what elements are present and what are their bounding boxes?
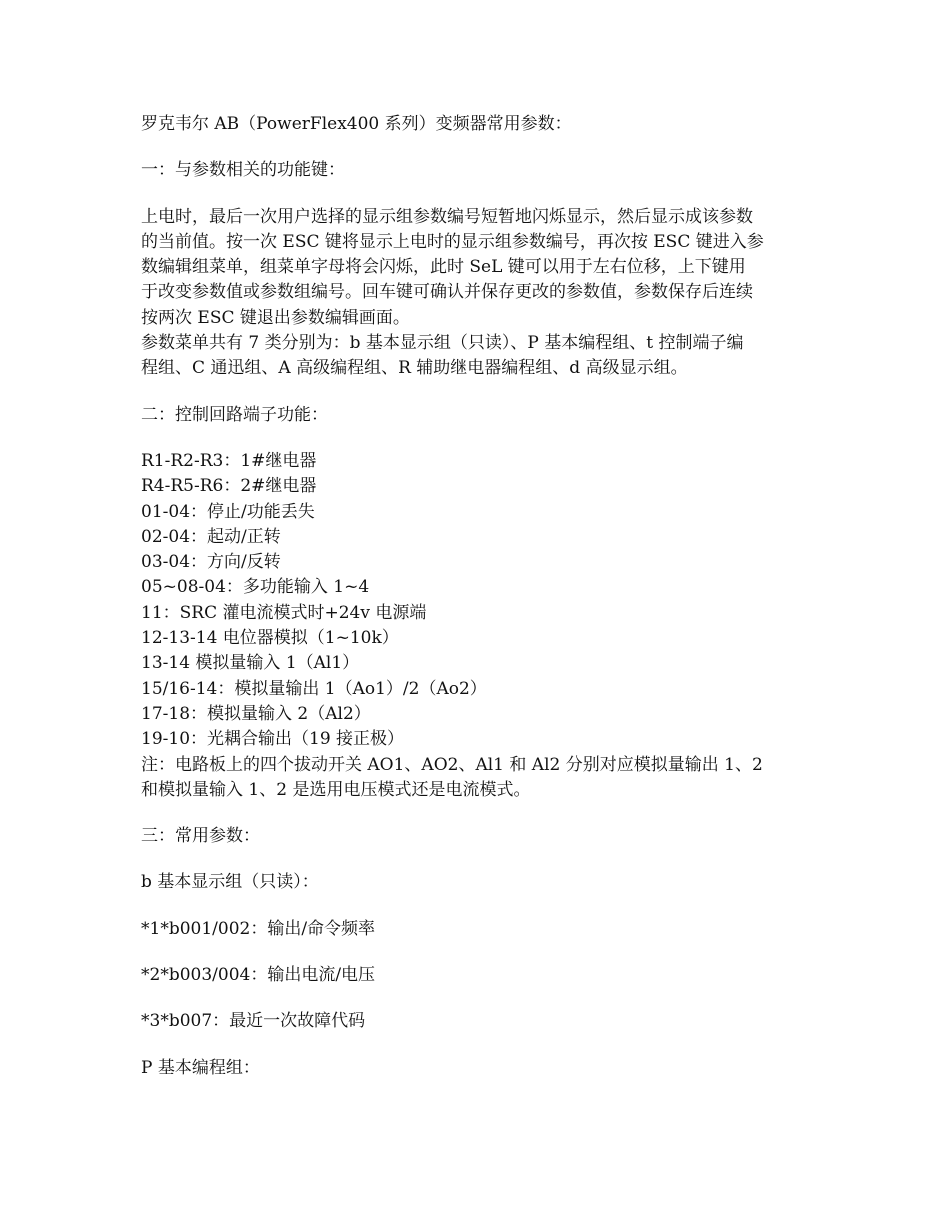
- terminal-line: R4-R5-R6：2#继电器: [141, 476, 317, 497]
- terminal-line: 01-04：停止/功能丢失: [141, 501, 315, 522]
- paragraph-line: 上电时，最后一次用户选择的显示组参数编号短暂地闪烁显示，然后显示成该参数: [141, 206, 753, 227]
- section-1-heading: 一：与参数相关的功能键：: [141, 160, 345, 181]
- terminal-line: 02-04：起动/正转: [141, 526, 281, 547]
- param-line: *2*b003/004：输出电流/电压: [141, 965, 376, 986]
- group-b-heading: b 基本显示组（只读）：: [141, 872, 319, 893]
- terminal-line: R1-R2-R3：1#继电器: [141, 450, 317, 471]
- paragraph-line: 参数菜单共有 7 类分别为：b 基本显示组（只读）、P 基本编程组、t 控制端子编: [141, 333, 744, 354]
- terminal-line: 19-10：光耦合输出（19 接正极）: [141, 729, 405, 750]
- document-page: [141, 112, 811, 1081]
- paragraph-line: 的当前值。按一次 ESC 键将显示上电时的显示组参数编号，再次按 ESC 键进入参: [141, 231, 764, 252]
- param-line: *3*b007：最近一次故障代码: [141, 1011, 366, 1032]
- param-line: *1*b001/002：输出/命令频率: [141, 918, 376, 939]
- paragraph-line: 按两次 ESC 键退出参数编辑画面。: [141, 307, 410, 328]
- terminal-line: 15/16-14：模拟量输出 1（Ao1）/2（Ao2）: [141, 678, 487, 699]
- terminal-line: 13-14 模拟量输入 1（Al1）: [141, 653, 360, 674]
- terminal-line: 17-18：模拟量输入 2（Al2）: [141, 703, 371, 724]
- paragraph-line: 程组、C 通迅组、A 高级编程组、R 辅助继电器编程组、d 高级显示组。: [141, 358, 688, 379]
- document-title: 罗克韦尔 AB（PowerFlex400 系列）变频器常用参数：: [141, 114, 572, 134]
- terminal-line: 05~08-04：多功能输入 1~4: [141, 577, 370, 598]
- terminal-line: 03-04：方向/反转: [141, 552, 281, 573]
- section-3-heading: 三：常用参数：: [141, 826, 260, 847]
- paragraph-line: 于改变参数值或参数组编号。回车键可确认并保存更改的参数值，参数保存后连续: [141, 282, 753, 303]
- group-p-heading: P 基本编程组：: [141, 1057, 260, 1078]
- terminal-line: 12-13-14 电位器模拟（1~10k）: [141, 628, 399, 649]
- section-2-heading: 二：控制回路端子功能：: [141, 404, 328, 425]
- note-line: 注：电路板上的四个拔动开关 AO1、AO2、Al1 和 Al2 分别对应模拟量输出 1、2: [141, 754, 763, 775]
- paragraph-line: 数编辑组菜单，组菜单字母将会闪烁，此时 SeL 键可以用于左右位移，上下键用: [141, 257, 746, 278]
- note-line: 和模拟量输入 1、2 是选用电压模式还是电流模式。: [141, 779, 531, 800]
- terminal-line: 11：SRC 灌电流模式时+24v 电源端: [141, 602, 427, 623]
